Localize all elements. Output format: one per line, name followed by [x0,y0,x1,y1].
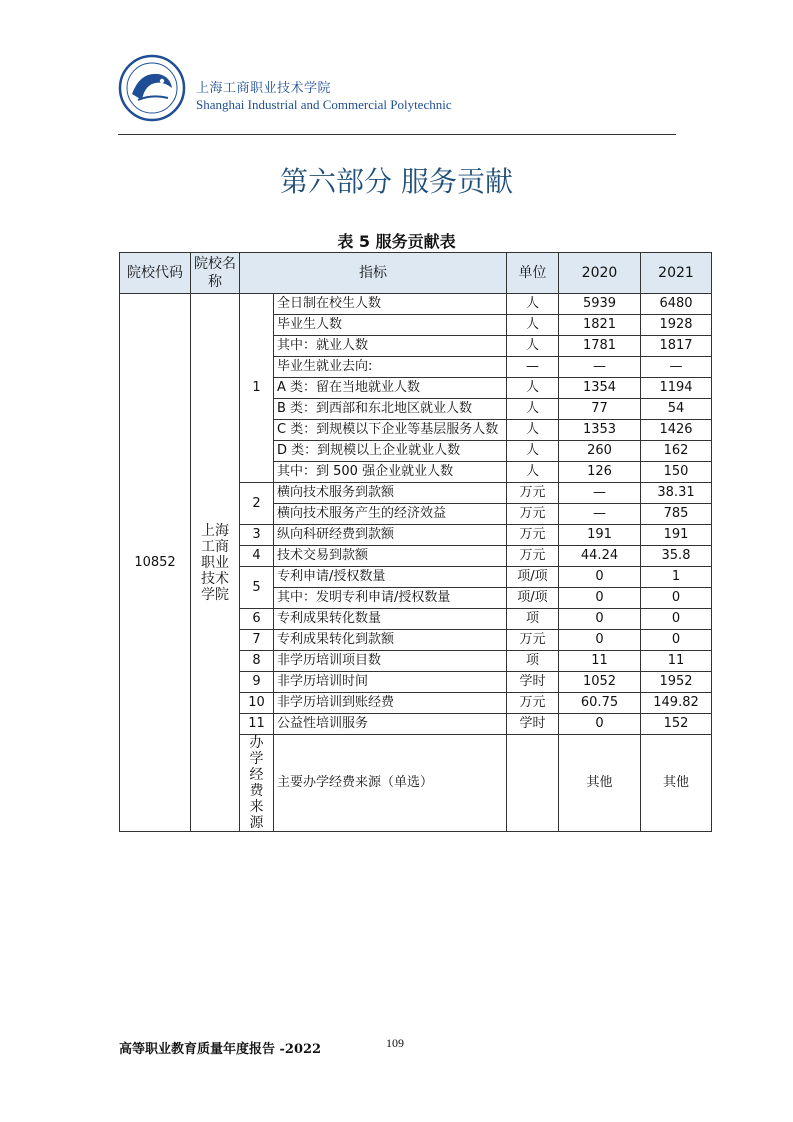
unit-cell: 万元 [507,546,559,567]
value-2021-cell: 1 [641,567,712,588]
section-title: 第六部分 服务贡献 [280,165,513,198]
value-2021-cell: 149.82 [641,693,712,714]
school-name-cn: 上海工商职业技术学院 [196,81,332,96]
indicator-cell: 横向技术服务产生的经济效益 [274,504,507,525]
value-2020-cell: 0 [559,630,641,651]
value-2021-cell: 1426 [641,420,712,441]
value-2021-cell: 1194 [641,378,712,399]
unit-cell: 学时 [507,714,559,735]
value-2021-cell: 191 [641,525,712,546]
indicator-cell: D 类：到规模以上企业就业人数 [274,441,507,462]
value-2020-cell: 191 [559,525,641,546]
indicator-cell: 非学历培训时间 [274,672,507,693]
unit-cell: 万元 [507,483,559,504]
value-2021-cell: 35.8 [641,546,712,567]
group-number-cell: 3 [240,525,274,546]
value-2020-cell: 11 [559,651,641,672]
indicator-cell: A 类：留在当地就业人数 [274,378,507,399]
unit-cell: 项 [507,609,559,630]
value-2021-cell: 0 [641,609,712,630]
indicator-cell: B 类：到西部和东北地区就业人数 [274,399,507,420]
unit-cell: — [507,357,559,378]
indicator-cell: 毕业生就业去向: [274,357,507,378]
value-2021-cell: 1928 [641,315,712,336]
header-name: 院校名称 [191,253,240,294]
page-header [0,0,793,140]
table-caption: 表 5 服务贡献表 [337,232,456,251]
header-2020: 2020 [559,253,641,294]
table-header-row [120,253,712,294]
indicator-cell: 横向技术服务到款额 [274,483,507,504]
value-2021-cell: 0 [641,588,712,609]
header-code: 院校代码 [120,253,191,294]
indicator-cell: C 类：到规模以下企业等基层服务人数 [274,420,507,441]
value-2020-cell: — [559,504,641,525]
unit-cell: 万元 [507,630,559,651]
indicator-cell: 毕业生人数 [274,315,507,336]
group-number-cell: 4 [240,546,274,567]
group-number-cell: 10 [240,693,274,714]
indicator-cell: 非学历培训项目数 [274,651,507,672]
school-name-en: Shanghai Industrial and Commercial Polytechnic [196,97,452,112]
value-2020-cell: — [559,483,641,504]
value-2020-cell: 1353 [559,420,641,441]
unit-cell: 项/项 [507,588,559,609]
header-divider [118,134,676,135]
unit-cell: 人 [507,378,559,399]
header-2021: 2021 [641,253,712,294]
unit-cell: 人 [507,294,559,315]
school-emblem-icon [118,54,186,122]
value-2020-cell: 5939 [559,294,641,315]
value-2020-cell: 60.75 [559,693,641,714]
group-number-cell: 9 [240,672,274,693]
indicator-cell: 其中：发明专利申请/授权数量 [274,588,507,609]
group-number-cell: 1 [240,294,274,483]
school-code-cell: 10852 [120,294,191,832]
value-2021-cell: 162 [641,441,712,462]
indicator-cell: 纵向科研经费到款额 [274,525,507,546]
value-2020-cell: 77 [559,399,641,420]
table-row [120,294,712,315]
indicator-cell: 专利成果转化到款额 [274,630,507,651]
value-2021-cell: 54 [641,399,712,420]
unit-cell: 万元 [507,504,559,525]
value-2020-cell: 0 [559,588,641,609]
unit-cell: 人 [507,462,559,483]
school-name-cell: 上海工商职业技术学院 [191,294,240,832]
value-2021-cell: 38.31 [641,483,712,504]
value-2020-cell: 1052 [559,672,641,693]
unit-cell [507,735,559,832]
unit-cell: 学时 [507,672,559,693]
value-2020-cell: 1781 [559,336,641,357]
value-2020-cell: 260 [559,441,641,462]
indicator-cell: 其中：就业人数 [274,336,507,357]
indicator-cell: 非学历培训到账经费 [274,693,507,714]
indicator-cell: 专利成果转化数量 [274,609,507,630]
indicator-cell: 其中：到 500 强企业就业人数 [274,462,507,483]
header-unit: 单位 [507,253,559,294]
group-number-cell: 5 [240,567,274,609]
value-2020-cell: 0 [559,714,641,735]
group-number-cell: 2 [240,483,274,525]
value-2020-cell: 44.24 [559,546,641,567]
value-2020-cell: 126 [559,462,641,483]
unit-cell: 人 [507,315,559,336]
value-2021-cell: 11 [641,651,712,672]
value-2020-cell: 1821 [559,315,641,336]
value-2021-cell: 785 [641,504,712,525]
value-2020-cell: 其他 [559,735,641,832]
value-2021-cell: — [641,357,712,378]
report-title: 高等职业教育质量年度报告 -2022 [119,1042,322,1057]
value-2020-cell: 0 [559,567,641,588]
unit-cell: 项 [507,651,559,672]
indicator-cell: 技术交易到款额 [274,546,507,567]
group-number-cell: 6 [240,609,274,630]
service-contribution-table [119,252,712,832]
value-2020-cell: — [559,357,641,378]
value-2020-cell: 1354 [559,378,641,399]
value-2021-cell: 150 [641,462,712,483]
indicator-cell: 主要办学经费来源（单选） [274,735,507,832]
unit-cell: 人 [507,336,559,357]
unit-cell: 人 [507,399,559,420]
unit-cell: 项/项 [507,567,559,588]
unit-cell: 人 [507,420,559,441]
group-number-cell: 8 [240,651,274,672]
indicator-cell: 专利申请/授权数量 [274,567,507,588]
group-number-cell: 11 [240,714,274,735]
value-2021-cell: 1817 [641,336,712,357]
unit-cell: 万元 [507,525,559,546]
group-number-cell: 7 [240,630,274,651]
header-indicator: 指标 [240,253,507,294]
value-2021-cell: 其他 [641,735,712,832]
page-number: 109 [386,1036,404,1050]
unit-cell: 万元 [507,693,559,714]
value-2021-cell: 1952 [641,672,712,693]
value-2021-cell: 152 [641,714,712,735]
value-2020-cell: 0 [559,609,641,630]
unit-cell: 人 [507,441,559,462]
value-2021-cell: 0 [641,630,712,651]
value-2021-cell: 6480 [641,294,712,315]
indicator-cell: 全日制在校生人数 [274,294,507,315]
group-number-cell: 办学经费来源 [240,735,274,832]
indicator-cell: 公益性培训服务 [274,714,507,735]
